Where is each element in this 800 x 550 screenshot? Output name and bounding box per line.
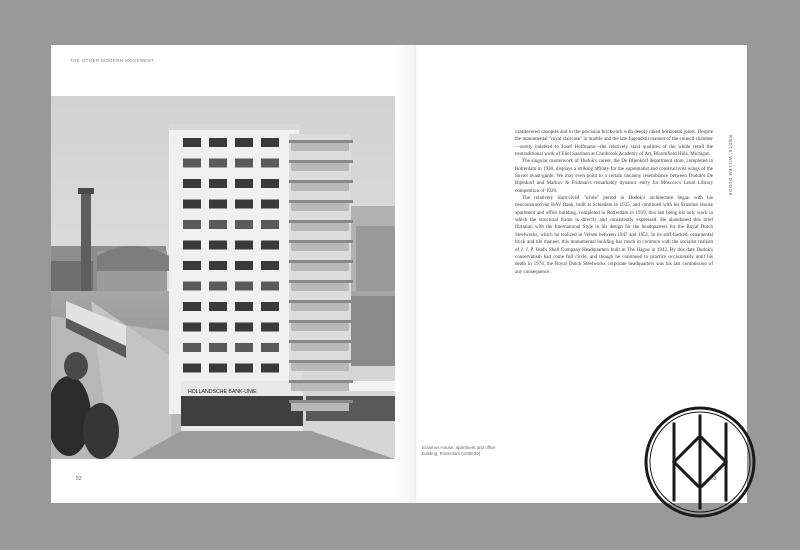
balcony-shadow <box>291 283 349 291</box>
photo-illustration <box>51 96 395 459</box>
balcony-shadow <box>291 143 349 151</box>
building-window <box>183 261 201 270</box>
building-window <box>209 261 227 270</box>
building-window <box>261 282 279 291</box>
paragraph-3: The relatively short-lived "white" period in Dudok's architecture began with his neoconstructivist HAV Bank, built at Schiedam in 1935, and continued with his Erasmus House apartment and office building, completed in Rotterdam in 1939, this last being his only work in which the structural frame is directly and consistently expressed. He abandoned this brief flirtation with the International Style in his design for the headquarters for the Royal Dutch Steelworks, which he realized in Velsen between 1947 and 1951. In its stiff-backed, ornamental brick and tile manner, this monumental building has much in common with the socialist realism of J. J. P. Oud's Shell Company Headquarters built in The Hague in 1942. By this date Dudok's conservatism had come full circle, and though he continued to practice occasionally until his death in 1974, the Royal Dutch Steelworks corporate headquarters was his last commission of any consequence. <box>515 195 713 275</box>
balcony-shadow <box>291 383 349 391</box>
building-window <box>261 364 279 373</box>
page-number-left: 52 <box>76 476 82 482</box>
building-window <box>209 179 227 188</box>
gutter-shadow <box>395 45 415 503</box>
body-text <box>515 129 713 276</box>
balcony-slab <box>289 240 353 243</box>
building-window <box>235 343 253 352</box>
building-window <box>261 241 279 250</box>
balcony-slab <box>289 300 353 303</box>
balcony-shadow <box>291 163 349 171</box>
building-window <box>261 200 279 209</box>
photo-caption: Erasmus House, apartment and office building, Rotterdam (1938-39) <box>422 445 496 456</box>
logo-svg <box>640 402 760 522</box>
balcony-shadow <box>291 303 349 311</box>
balcony-slab <box>289 360 353 363</box>
balcony-slab <box>289 160 353 163</box>
building-window <box>209 302 227 311</box>
building-window <box>209 138 227 147</box>
building-window <box>183 138 201 147</box>
building-window <box>235 323 253 332</box>
building-window <box>235 282 253 291</box>
building-window <box>235 200 253 209</box>
building-window <box>235 241 253 250</box>
balcony-shadow <box>291 363 349 371</box>
running-head-right <box>727 135 735 196</box>
building-window <box>209 282 227 291</box>
balcony-slab <box>289 320 353 323</box>
building-window <box>261 323 279 332</box>
building-window <box>183 200 201 209</box>
balcony-shadow <box>291 203 349 211</box>
building-window <box>183 323 201 332</box>
building-window <box>235 302 253 311</box>
balcony-slab <box>289 140 353 143</box>
building-window <box>235 138 253 147</box>
paragraph-1: cantilevered canopies and in the precision brickwork with deeply raked horizontal joints. Despite the monumental "royal staircase" in marble and the late Jugendstil manner of the council chamber—surely indebted to Josef Hoffmann—the relatively staid qualities of the whole recall the neotraditional work of Eliel Saarinen at Cranbrook Academy of Art, Bloomfield Hills, Michigan. <box>515 129 713 158</box>
balcony-shadow <box>291 343 349 351</box>
building-window <box>183 343 201 352</box>
building-window <box>261 220 279 229</box>
balcony-slab <box>289 280 353 283</box>
balcony-slab <box>289 220 353 223</box>
building-window <box>261 159 279 168</box>
building-photograph <box>51 96 395 459</box>
storefront-sign: HOLLANDSCHE BANK-UNIE <box>188 389 257 395</box>
building-window <box>235 220 253 229</box>
building-window <box>235 261 253 270</box>
balcony-shadow <box>291 263 349 271</box>
building-window <box>209 364 227 373</box>
balcony-shadow <box>291 323 349 331</box>
balcony-shadow <box>291 403 349 411</box>
building-window <box>209 241 227 250</box>
balcony-slab <box>289 400 353 403</box>
building-window <box>183 282 201 291</box>
balcony-slab <box>289 340 353 343</box>
building-window <box>261 343 279 352</box>
gutter <box>415 45 417 503</box>
balcony-shadow <box>291 183 349 191</box>
building-window <box>209 323 227 332</box>
balcony-slab <box>289 380 353 383</box>
page-number-right: 53 <box>711 476 717 482</box>
building-window <box>183 302 201 311</box>
building-window <box>183 364 201 373</box>
running-head-left: THE OTHER MODERN MOVEMENT <box>70 58 155 63</box>
balcony-shadow <box>291 243 349 251</box>
building-window <box>235 364 253 373</box>
balcony-shadow <box>291 223 349 231</box>
building-window <box>261 302 279 311</box>
balcony-slab <box>289 180 353 183</box>
building-window <box>183 159 201 168</box>
building-window <box>209 159 227 168</box>
building-window <box>183 179 201 188</box>
building-window <box>183 241 201 250</box>
paragraph-2: The singular masterwork of Dudok's career, the De Bijenkorf department store, completed in Rotterdam in 1930, displays a striking affinity for the suprematist and constructivist wings of the Soviet avant-garde. We may even point to a certain uncanny resemblance between Dudok's De Bijenkorf and Markov & Fridman's remarkably dynamic entry for Moscow's Lenin Library competition of 1928. <box>515 158 713 194</box>
building-window <box>183 220 201 229</box>
building-window <box>235 179 253 188</box>
building-window <box>261 138 279 147</box>
building-window <box>209 343 227 352</box>
monogram-circle-logo-icon <box>640 402 760 522</box>
building-window <box>209 220 227 229</box>
building-window <box>261 261 279 270</box>
building-window <box>235 159 253 168</box>
building-window <box>261 179 279 188</box>
building-window <box>209 200 227 209</box>
running-head-right-text: ROOTS: WILLEM DUDOK <box>728 135 733 196</box>
balcony-slab <box>289 260 353 263</box>
balcony-slab <box>289 200 353 203</box>
